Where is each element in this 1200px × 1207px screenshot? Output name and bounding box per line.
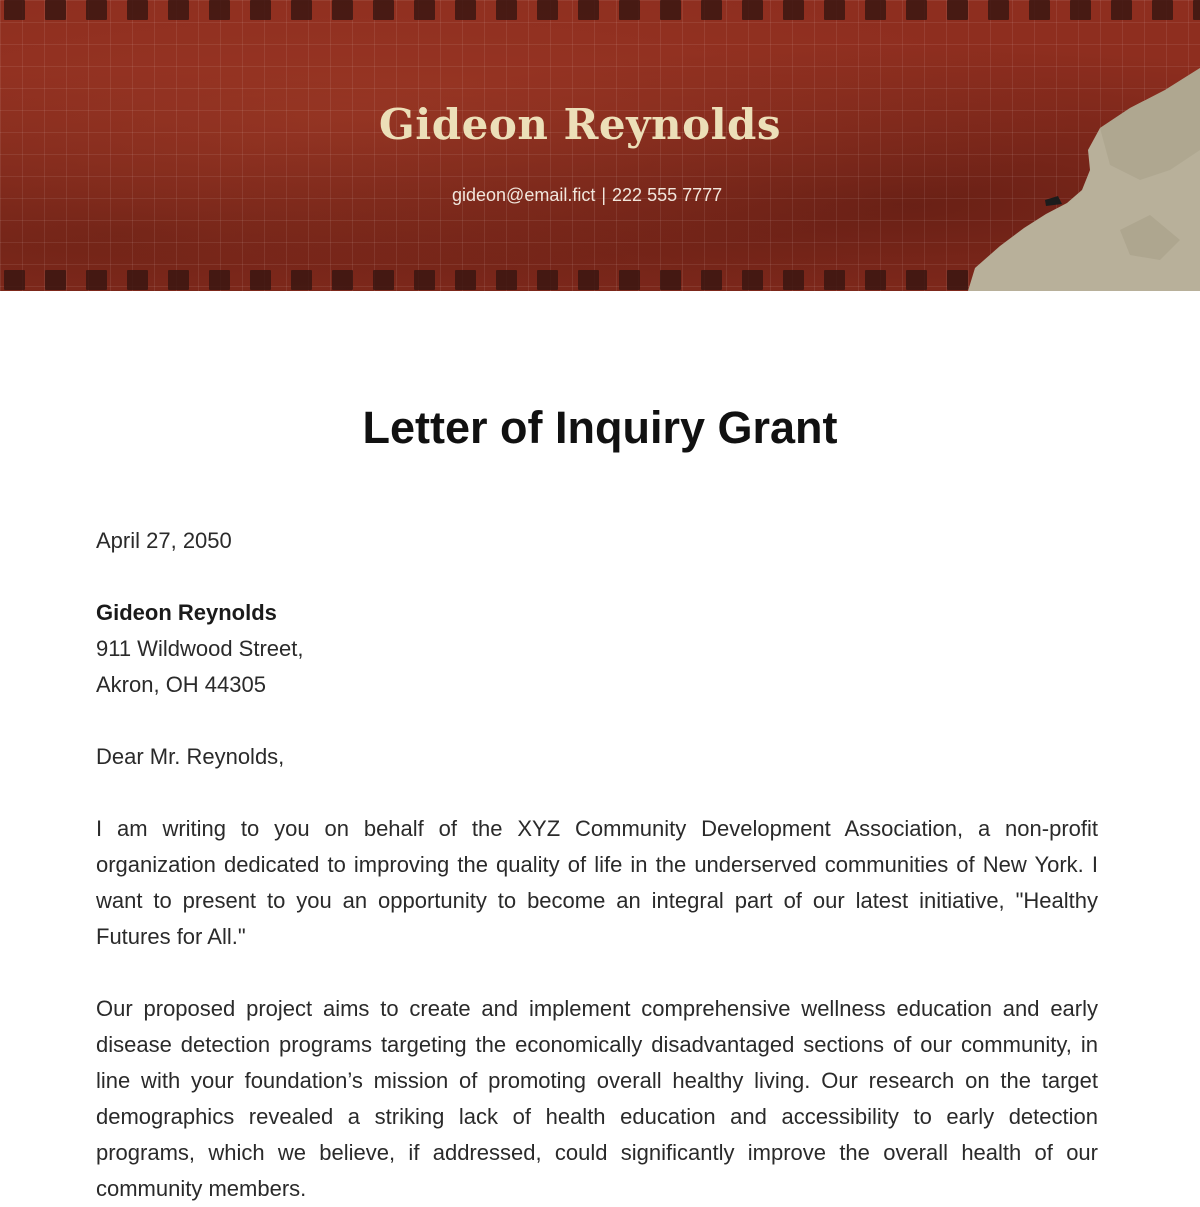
header-banner [0,0,1200,291]
header-name: Gideon Reynolds [378,100,782,149]
header-email: gideon@email.fict [452,185,596,205]
header-contact [452,185,722,206]
paragraph: Our proposed project aims to create and implement comprehensive wellness education and early disease detection programs targeting the economically disadvantaged sections of our community, in line with your foundation’s mission of promoting overall healthy living. Our research on the target demographics revealed a striking lack of health education and accessibility to early detection programs, which we believe, if addressed, could significantly improve the overall health of our community members. [96,996,1098,1201]
document-title: Letter of Inquiry Grant [362,402,838,453]
contact-separator: | [601,185,607,205]
letter-date: April 27, 2050 [96,528,232,553]
paragraph: I am writing to you on behalf of the XYZ Community Development Association, a non-profit organization dedicated to improving the quality of life in the underserved communities of New York. I want to present to you an opportunity to become an integral part of our latest initiative, "Healthy Futures for All." [96,816,1098,949]
header-phone: 222 555 7777 [612,185,723,205]
salutation: Dear Mr. Reynolds, [96,744,285,769]
recipient-block [96,595,1098,703]
recipient-street: 911 Wildwood Street, [96,636,304,661]
recipient-name: Gideon Reynolds [96,600,277,625]
recipient-city: Akron, OH 44305 [96,672,266,697]
